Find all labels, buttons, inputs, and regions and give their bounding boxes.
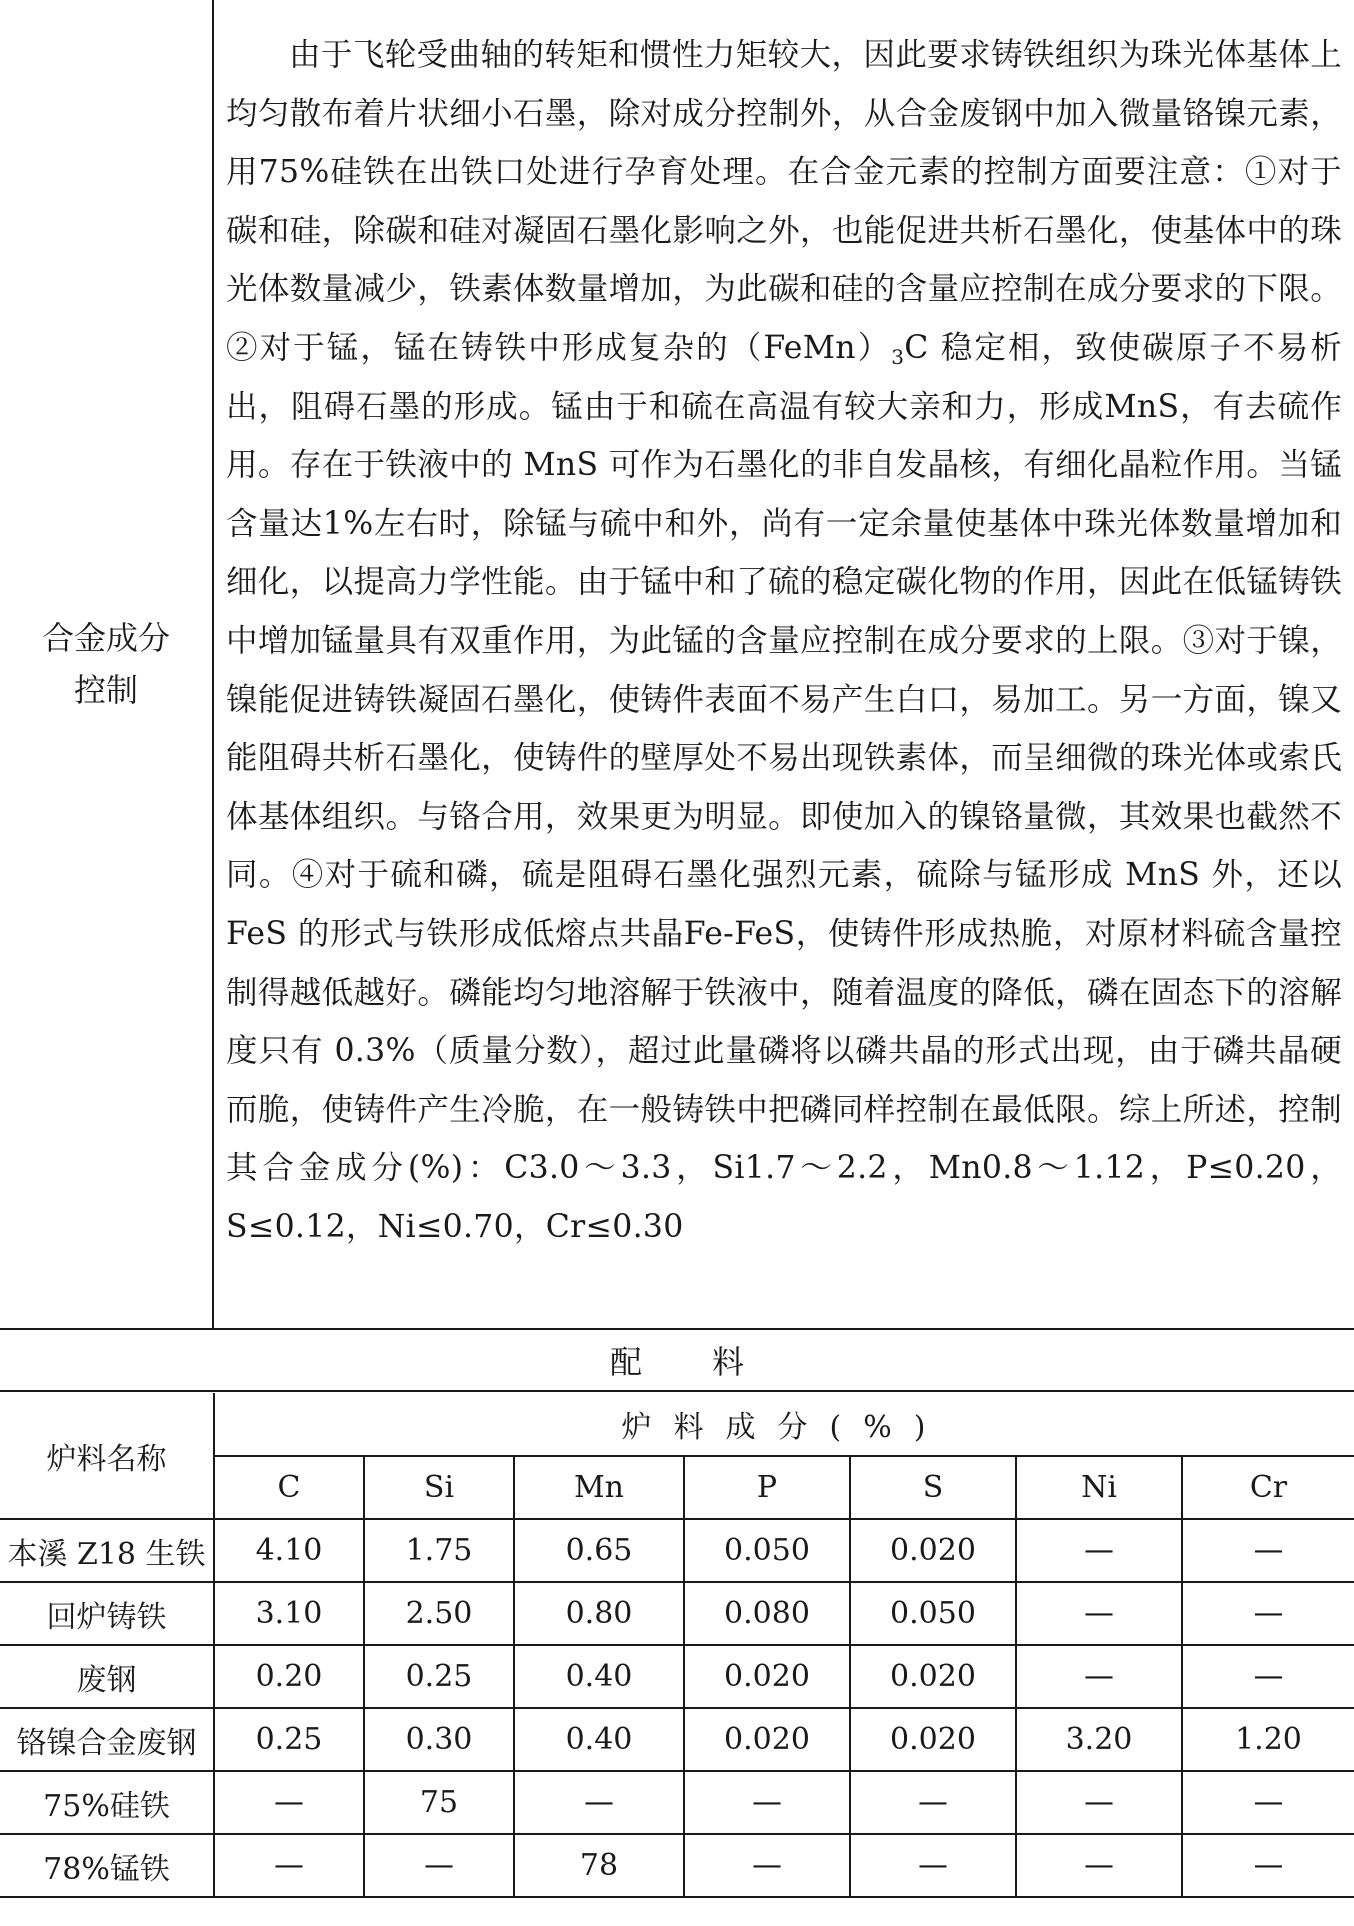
composition-value: — bbox=[1016, 1834, 1182, 1897]
composition-value: — bbox=[684, 1834, 850, 1897]
charge-name: 本溪 Z18 生铁 bbox=[0, 1519, 214, 1582]
composition-value: 0.20 bbox=[214, 1645, 364, 1708]
composition-value: 0.020 bbox=[850, 1645, 1016, 1708]
composition-value: 3.10 bbox=[214, 1582, 364, 1645]
composition-value: 78 bbox=[514, 1834, 684, 1897]
paragraph-text-part: C 稳定相，致使碳原子不易析出，阻碍石墨的形成。锰由于和硫在高温有较大亲和力，形成MnS，有去硫作用。存在于铁液中的 MnS 可作为石墨化的非自发晶核，有细化晶粒作用。当锰含量达1%左右时，除锰与硫中和外，尚有一定余量使基体中珠光体数量增加和细化，以提高力学性能。由于锰中和了硫的稳定碳化物的作用，因此在低锰铸铁中增加锰量具有双重作用，为此锰的含量应控制在成分要求的上限。③对于镍，镍能促进铸铁凝固石墨化，使铸件表面不易产生白口，易加工。另一方面，镍又能阻碍共析石墨化，使铸件的壁厚处不易出现铁素体，而呈细微的珠光体或索氏体基体组织。与铬合用，效果更为明显。即使加入的镍铬量微，其效果也截然不同。④对于硫和磷，硫是阻碍石墨化强烈元素，硫除与锰形成 MnS 外，还以 FeS 的形式与铁形成低熔点共晶Fe-FeS，使铸件形成热脆，对原材料硫含量控制得越低越好。磷能均匀地溶解于铁液中，随着温度的降低，磷在固态下的溶解度只有 0.3%（质量分数），超过此量磷将以磷共晶的形式出现，由于磷共晶硬而脆，使铸件产生冷脆，在一般铸铁中把磷同样控制在最低限。综上所述，控制其合金成分(%)：C3.0～3.3，Si1.7～2.2，Mn0.8～1.12，P≤0.20，S≤0.12，Ni≤0.70，Cr≤0.30 bbox=[226, 329, 1342, 1245]
alloy-control-paragraph bbox=[226, 26, 1342, 1256]
composition-value: — bbox=[850, 1834, 1016, 1897]
element-header: Ni bbox=[1016, 1456, 1182, 1519]
composition-value: 0.020 bbox=[850, 1708, 1016, 1771]
composition-value: — bbox=[364, 1834, 514, 1897]
composition-value: 0.25 bbox=[364, 1645, 514, 1708]
element-header: P bbox=[684, 1456, 850, 1519]
composition-value: 0.65 bbox=[514, 1519, 684, 1582]
composition-value: — bbox=[1182, 1645, 1354, 1708]
composition-value: — bbox=[1182, 1834, 1354, 1897]
element-header: Mn bbox=[514, 1456, 684, 1519]
element-header: Si bbox=[364, 1456, 514, 1519]
composition-value: 1.75 bbox=[364, 1519, 514, 1582]
composition-value: — bbox=[1016, 1645, 1182, 1708]
charge-name: 铬镍合金废钢 bbox=[0, 1708, 214, 1771]
subscript-three: 3 bbox=[891, 344, 905, 369]
composition-value: 3.20 bbox=[1016, 1708, 1182, 1771]
element-header: C bbox=[214, 1456, 364, 1519]
alloy-control-label-cell bbox=[0, 0, 214, 1328]
composition-value: 0.020 bbox=[684, 1708, 850, 1771]
composition-value: 0.050 bbox=[850, 1582, 1016, 1645]
composition-value: 0.020 bbox=[684, 1645, 850, 1708]
composition-value: 75 bbox=[364, 1771, 514, 1834]
composition-value: — bbox=[514, 1771, 684, 1834]
composition-header: 炉料成分(%) bbox=[214, 1393, 1354, 1456]
composition-value: — bbox=[850, 1771, 1016, 1834]
composition-value: — bbox=[1182, 1771, 1354, 1834]
table-row bbox=[0, 1645, 1354, 1708]
composition-value: 0.80 bbox=[514, 1582, 684, 1645]
paragraph-text-part: 由于飞轮受曲轴的转矩和惯性力矩较大，因此要求铸铁组织为珠光体基体上均匀散布着片状细小石墨，除对成分控制外，从合金废钢中加入微量铬镍元素，用75%硅铁在出铁口处进行孕育处理。在合金元素的控制方面要注意：①对于碳和硅，除碳和硅对凝固石墨化影响之外，也能促进共析石墨化，使基体中的珠光体数量减少，铁素体数量增加，为此碳和硅的含量应控制在成分要求的下限。②对于锰，锰在铸铁中形成复杂的（FeMn） bbox=[226, 37, 1342, 366]
batching-heading: 配料 bbox=[0, 1330, 1354, 1392]
composition-value: 1.20 bbox=[1182, 1708, 1354, 1771]
charge-name: 78%锰铁 bbox=[0, 1834, 214, 1897]
composition-value: 0.40 bbox=[514, 1645, 684, 1708]
composition-value: 0.020 bbox=[850, 1519, 1016, 1582]
composition-value: — bbox=[1016, 1771, 1182, 1834]
charge-name: 75%硅铁 bbox=[0, 1771, 214, 1834]
composition-value: 0.050 bbox=[684, 1519, 850, 1582]
charge-name: 回炉铸铁 bbox=[0, 1582, 214, 1645]
composition-value: 0.40 bbox=[514, 1708, 684, 1771]
charge-name: 废钢 bbox=[0, 1645, 214, 1708]
composition-value: 2.50 bbox=[364, 1582, 514, 1645]
table-row bbox=[0, 1771, 1354, 1834]
charge-composition-table bbox=[0, 1393, 1354, 1898]
composition-value: — bbox=[1182, 1582, 1354, 1645]
composition-value: 0.25 bbox=[214, 1708, 364, 1771]
charge-name-header: 炉料名称 bbox=[0, 1393, 214, 1519]
composition-value: — bbox=[214, 1834, 364, 1897]
composition-value: — bbox=[684, 1771, 850, 1834]
composition-value: — bbox=[1016, 1519, 1182, 1582]
element-header: S bbox=[850, 1456, 1016, 1519]
table-row bbox=[0, 1519, 1354, 1582]
table-row bbox=[0, 1582, 1354, 1645]
element-header: Cr bbox=[1182, 1456, 1354, 1519]
composition-value: — bbox=[1182, 1519, 1354, 1582]
composition-value: — bbox=[1016, 1582, 1182, 1645]
composition-value: 4.10 bbox=[214, 1519, 364, 1582]
composition-value: 0.080 bbox=[684, 1582, 850, 1645]
table-row bbox=[0, 1708, 1354, 1771]
table-row bbox=[0, 1834, 1354, 1897]
composition-value: — bbox=[214, 1771, 364, 1834]
composition-value: 0.30 bbox=[364, 1708, 514, 1771]
table-header-row bbox=[0, 1393, 1354, 1456]
alloy-control-label: 合金成分控制 bbox=[41, 619, 170, 709]
